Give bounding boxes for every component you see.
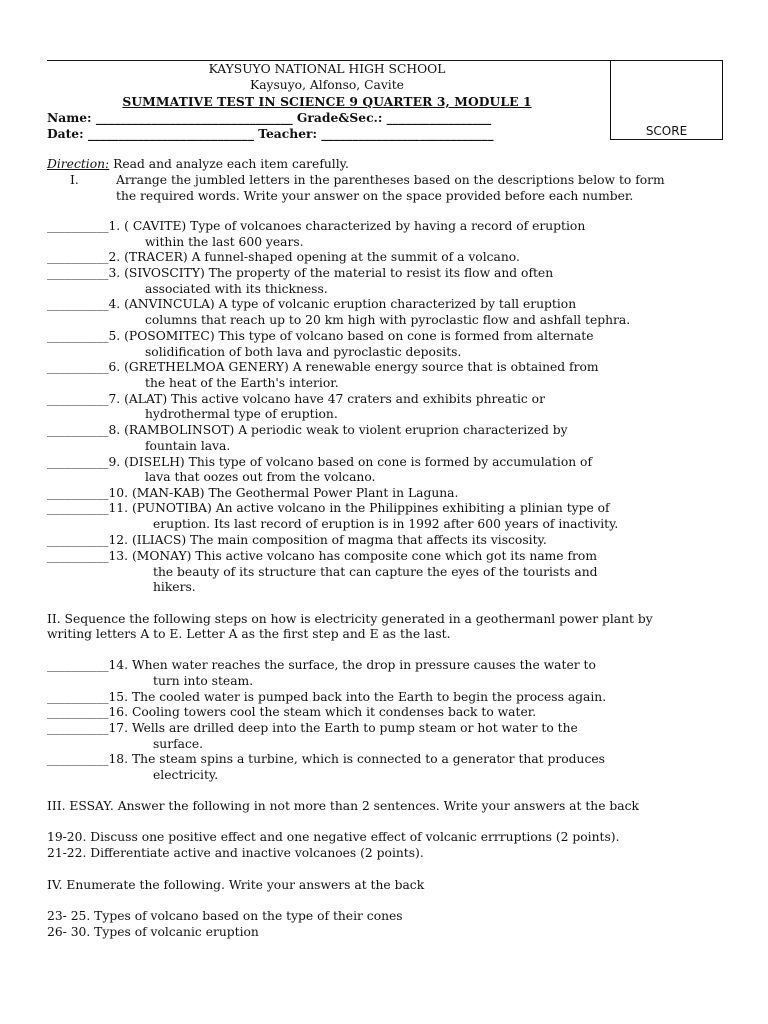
score-label: SCORE bbox=[645, 124, 688, 138]
item-11: __________11. (PUNOTIBA) An active volcano in the Philippines exhibiting a plinian type of bbox=[47, 501, 610, 515]
item-8-cont: fountain lava. bbox=[145, 439, 231, 453]
item-3-cont: associated with its thickness. bbox=[145, 282, 328, 296]
item-16: __________16. Cooling towers cool the steam which it condenses back to water. bbox=[47, 705, 537, 719]
score-box bbox=[610, 60, 723, 140]
part3-heading: III. ESSAY. Answer the following in not more than 2 sentences. Write your answers at the back bbox=[47, 799, 639, 813]
item-5: __________5. (POSOMITEC) This type of volcano based on cone is formed from alternate bbox=[47, 329, 594, 343]
name-grade-line: Name: ________________________________ Grade&Sec.: _________________ bbox=[47, 110, 492, 125]
item-13-cont: the beauty of its structure that can capture the eyes of the tourists and bbox=[153, 565, 598, 579]
item-10: __________10. (MAN-KAB) The Geothermal Power Plant in Laguna. bbox=[47, 486, 459, 500]
item-4-cont: columns that reach up to 20 km high with pyroclastic flow and ashfall tephra. bbox=[145, 313, 631, 327]
item-1-cont: within the last 600 years. bbox=[145, 235, 304, 249]
part2-instruction-2: writing letters A to E. Letter A as the first step and E as the last. bbox=[47, 627, 451, 641]
direction bbox=[47, 157, 727, 173]
essay-q2: 21-22. Differentiate active and inactive volcanoes (2 points). bbox=[47, 846, 424, 860]
item-1: __________1. ( CAVITE) Type of volcanoes characterized by having a record of eruption bbox=[47, 219, 586, 233]
item-6-cont: the heat of the Earth's interior. bbox=[145, 376, 339, 390]
item-9-cont: lava that oozes out from the volcano. bbox=[145, 470, 376, 484]
item-4: __________4. (ANVINCULA) A type of volcanic eruption characterized by tall eruption bbox=[47, 297, 577, 311]
test-title: SUMMATIVE TEST IN SCIENCE 9 QUARTER 3, MODULE 1 bbox=[122, 94, 532, 109]
direction-text: Read and analyze each item carefully. bbox=[109, 157, 349, 171]
item-15: __________15. The cooled water is pumped back into the Earth to begin the process again. bbox=[47, 690, 607, 704]
item-2: __________2. (TRACER) A funnel-shaped opening at the summit of a volcano. bbox=[47, 250, 520, 264]
item-8: __________8. (RAMBOLINSOT) A periodic weak to violent eruprion characterized by bbox=[47, 423, 568, 437]
item-17: __________17. Wells are drilled deep into the Earth to pump steam or hot water to the bbox=[47, 721, 578, 735]
item-18: __________18. The steam spins a turbine, which is connected to a generator that produces bbox=[47, 752, 605, 766]
item-14-cont: turn into steam. bbox=[153, 674, 254, 688]
part1-instruction-1: Arrange the jumbled letters in the parentheses based on the descriptions below to form bbox=[116, 173, 665, 187]
item-13-cont-2: hikers. bbox=[153, 580, 196, 594]
item-7-cont: hydrothermal type of eruption. bbox=[145, 407, 338, 421]
item-12: __________12. (ILIACS) The main composition of magma that affects its viscosity. bbox=[47, 533, 547, 547]
part2-instruction-1: II. Sequence the following steps on how is electricity generated in a geothermanl power plant by bbox=[47, 612, 653, 626]
item-6: __________6. (GRETHELMOA GENERY) A renewable energy source that is obtained from bbox=[47, 360, 599, 374]
school-name: KAYSUYO NATIONAL HIGH SCHOOL bbox=[208, 62, 446, 76]
enumerate-q2: 26- 30. Types of volcanic eruption bbox=[47, 925, 259, 939]
item-9: __________9. (DISELH) This type of volcano based on cone is formed by accumulation of bbox=[47, 455, 593, 469]
item-18-cont: electricity. bbox=[153, 768, 219, 782]
part4-heading: IV. Enumerate the following. Write your answers at the back bbox=[47, 878, 425, 892]
date-teacher-line: Date: ___________________________ Teacher: ____________________________ bbox=[47, 126, 494, 141]
item-17-cont: surface. bbox=[153, 737, 204, 751]
part1-number: I. bbox=[70, 173, 79, 187]
direction-label: Direction: bbox=[47, 157, 110, 171]
essay-q1: 19-20. Discuss one positive effect and one negative effect of volcanic errruptions (2 points). bbox=[47, 830, 620, 844]
item-7: __________7. (ALAT) This active volcano have 47 craters and exhibits phreatic or bbox=[47, 392, 545, 406]
enumerate-q1: 23- 25. Types of volcano based on the type of their cones bbox=[47, 909, 403, 923]
item-3: __________3. (SIVOSCITY) The property of the material to resist its flow and often bbox=[47, 266, 554, 280]
item-5-cont: solidification of both lava and pyroclastic deposits. bbox=[145, 345, 462, 359]
item-13: __________13. (MONAY) This active volcano has composite cone which got its name from bbox=[47, 549, 597, 563]
item-11-cont: eruption. Its last record of eruption is in 1992 after 600 years of inactivity. bbox=[153, 517, 619, 531]
part1-instruction-2: the required words. Write your answer on the space provided before each number. bbox=[116, 189, 634, 203]
item-14: __________14. When water reaches the surface, the drop in pressure causes the water to bbox=[47, 658, 596, 672]
school-address: Kaysuyo, Alfonso, Cavite bbox=[250, 78, 404, 92]
